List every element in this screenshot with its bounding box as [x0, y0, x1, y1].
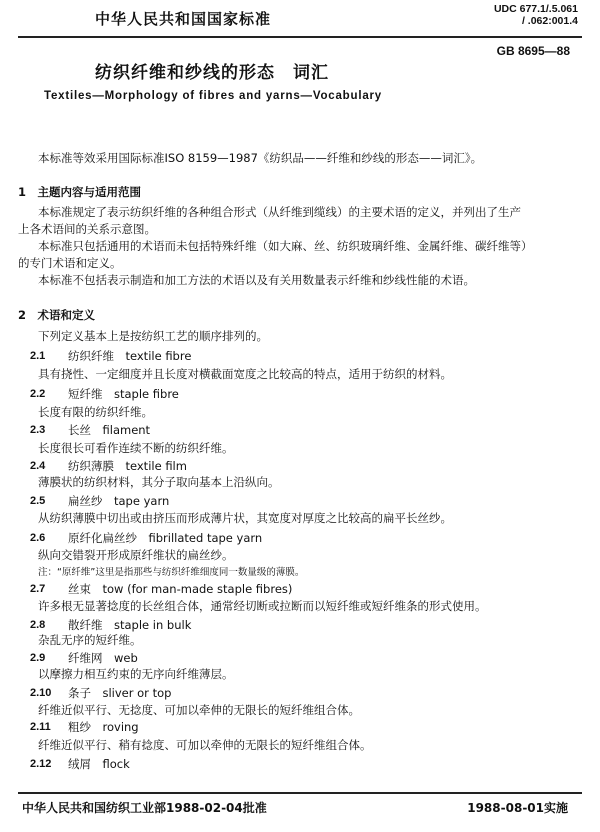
term-number: 2.3: [30, 424, 46, 436]
udc-code: [494, 3, 578, 27]
term-definition: 以摩擦力相互约束的无序向纤维薄层。: [38, 667, 234, 681]
term-name: 粗纱 roving: [68, 720, 139, 734]
section-1-para-1-line-1: 本标准规定了表示纺织纤维的各种组合形式（从纤维到缆线）的主要术语的定义，并列出了生产: [38, 205, 521, 219]
term-name: 纤维网 web: [68, 651, 138, 665]
term-number: 2.2: [30, 388, 46, 400]
term-definition: 纤维近似平行、稍有捻度、可加以牵伸的无限长的短纤维组合体。: [38, 738, 372, 752]
term-number: 2.11: [30, 721, 51, 733]
term-definition: 从纺织薄膜中切出或由挤压而形成薄片状，其宽度对厚度之比较高的扁平长丝纱。: [38, 511, 452, 525]
approval-statement: 中华人民共和国纺织工业部1988-02-04批准: [22, 801, 267, 815]
term-number: 2.5: [30, 495, 46, 507]
header-rule: [18, 36, 582, 38]
term-name: 原纤化扁丝纱 fibrillated tape yarn: [68, 531, 263, 545]
section-1-para-2-line-1: 本标准只包括通用的术语而未包括特殊纤维（如大麻、丝、纺织玻璃纤维、金属纤维、碳纤维等）: [38, 239, 533, 253]
term-number: 2.12: [30, 758, 52, 770]
term-number: 2.8: [30, 619, 46, 631]
term-definition: 纤维近似平行、无捻度、可加以牵伸的无限长的短纤维组合体。: [38, 703, 360, 717]
section-1-para-3: 本标准不包括表示制造和加工方法的术语以及有关用数量表示纤维和纱线性能的术语。: [38, 273, 475, 287]
effective-date: 1988-08-01实施: [467, 801, 568, 815]
udc-line-2: / .062:001.4: [521, 15, 578, 27]
section-2-heading: 2 术语和定义: [18, 308, 96, 322]
term-name: 绒屑 flock: [68, 757, 130, 771]
udc-line-1: UDC 677.1/.5.061: [493, 3, 578, 15]
term-name: 纺织薄膜 textile film: [68, 459, 187, 473]
footer-rule: [18, 792, 582, 794]
term-name: 散纤维 staple in bulk: [68, 618, 192, 632]
intro-paragraph: 本标准等效采用国际标准ISO 8159—1987《纺织品——纤维和纱线的形态——词汇》。: [38, 151, 483, 165]
term-definition: 薄膜状的纺织材料，其分子取向基本上沿纵向。: [38, 475, 280, 489]
section-1-heading: 1 主题内容与适用范围: [18, 185, 142, 199]
term-name: 短纤维 staple fibre: [68, 387, 179, 401]
section-2-lead: 下列定义基本上是按纺织工艺的顺序排列的。: [38, 329, 268, 343]
term-definition: 长度有限的纺织纤维。: [38, 405, 153, 419]
term-name: 扁丝纱 tape yarn: [68, 494, 170, 508]
term-number: 2.1: [30, 350, 46, 362]
standard-name: 中华人民共和国国家标准: [95, 10, 272, 28]
term-definition: 纵向交错裂开形成原纤维状的扁丝纱。: [38, 548, 234, 562]
term-definition: 杂乱无序的短纤维。: [38, 633, 142, 647]
term-number: 2.10: [30, 687, 52, 699]
term-note: 注：“原纤维”这里是指那些与纺织纤维细度同一数量级的薄膜。: [38, 567, 305, 578]
term-number: 2.7: [30, 583, 46, 595]
title-english: Textiles—Morphology of fibres and yarns—Vocabulary: [44, 90, 382, 102]
term-definition: 长度很长可看作连续不断的纺织纤维。: [38, 441, 234, 455]
term-name: 纺织纤维 textile fibre: [68, 349, 192, 363]
term-name: 丝束 tow (for man-made staple fibres): [68, 582, 293, 596]
title-chinese: 纺织纤维和纱线的形态 词汇: [95, 63, 329, 83]
term-definition: 具有挠性、一定细度并且长度对横截面宽度之比较高的特点，适用于纺织的材料。: [38, 367, 452, 381]
term-definition: 许多根无显著捻度的长丝组合体，通常经切断或拉断而以短纤维或短纤维条的形式使用。: [38, 599, 487, 613]
term-name: 长丝 filament: [68, 423, 151, 437]
term-number: 2.4: [30, 460, 46, 472]
section-1-para-2-line-2: 的专门术语和定义。: [18, 256, 122, 270]
term-number: 2.9: [30, 652, 46, 664]
term-name: 条子 sliver or top: [68, 686, 172, 700]
term-number: 2.6: [30, 532, 46, 544]
gb-code: GB 8695—88: [496, 44, 570, 58]
section-1-para-1-line-2: 上各术语间的关系示意图。: [18, 222, 156, 236]
